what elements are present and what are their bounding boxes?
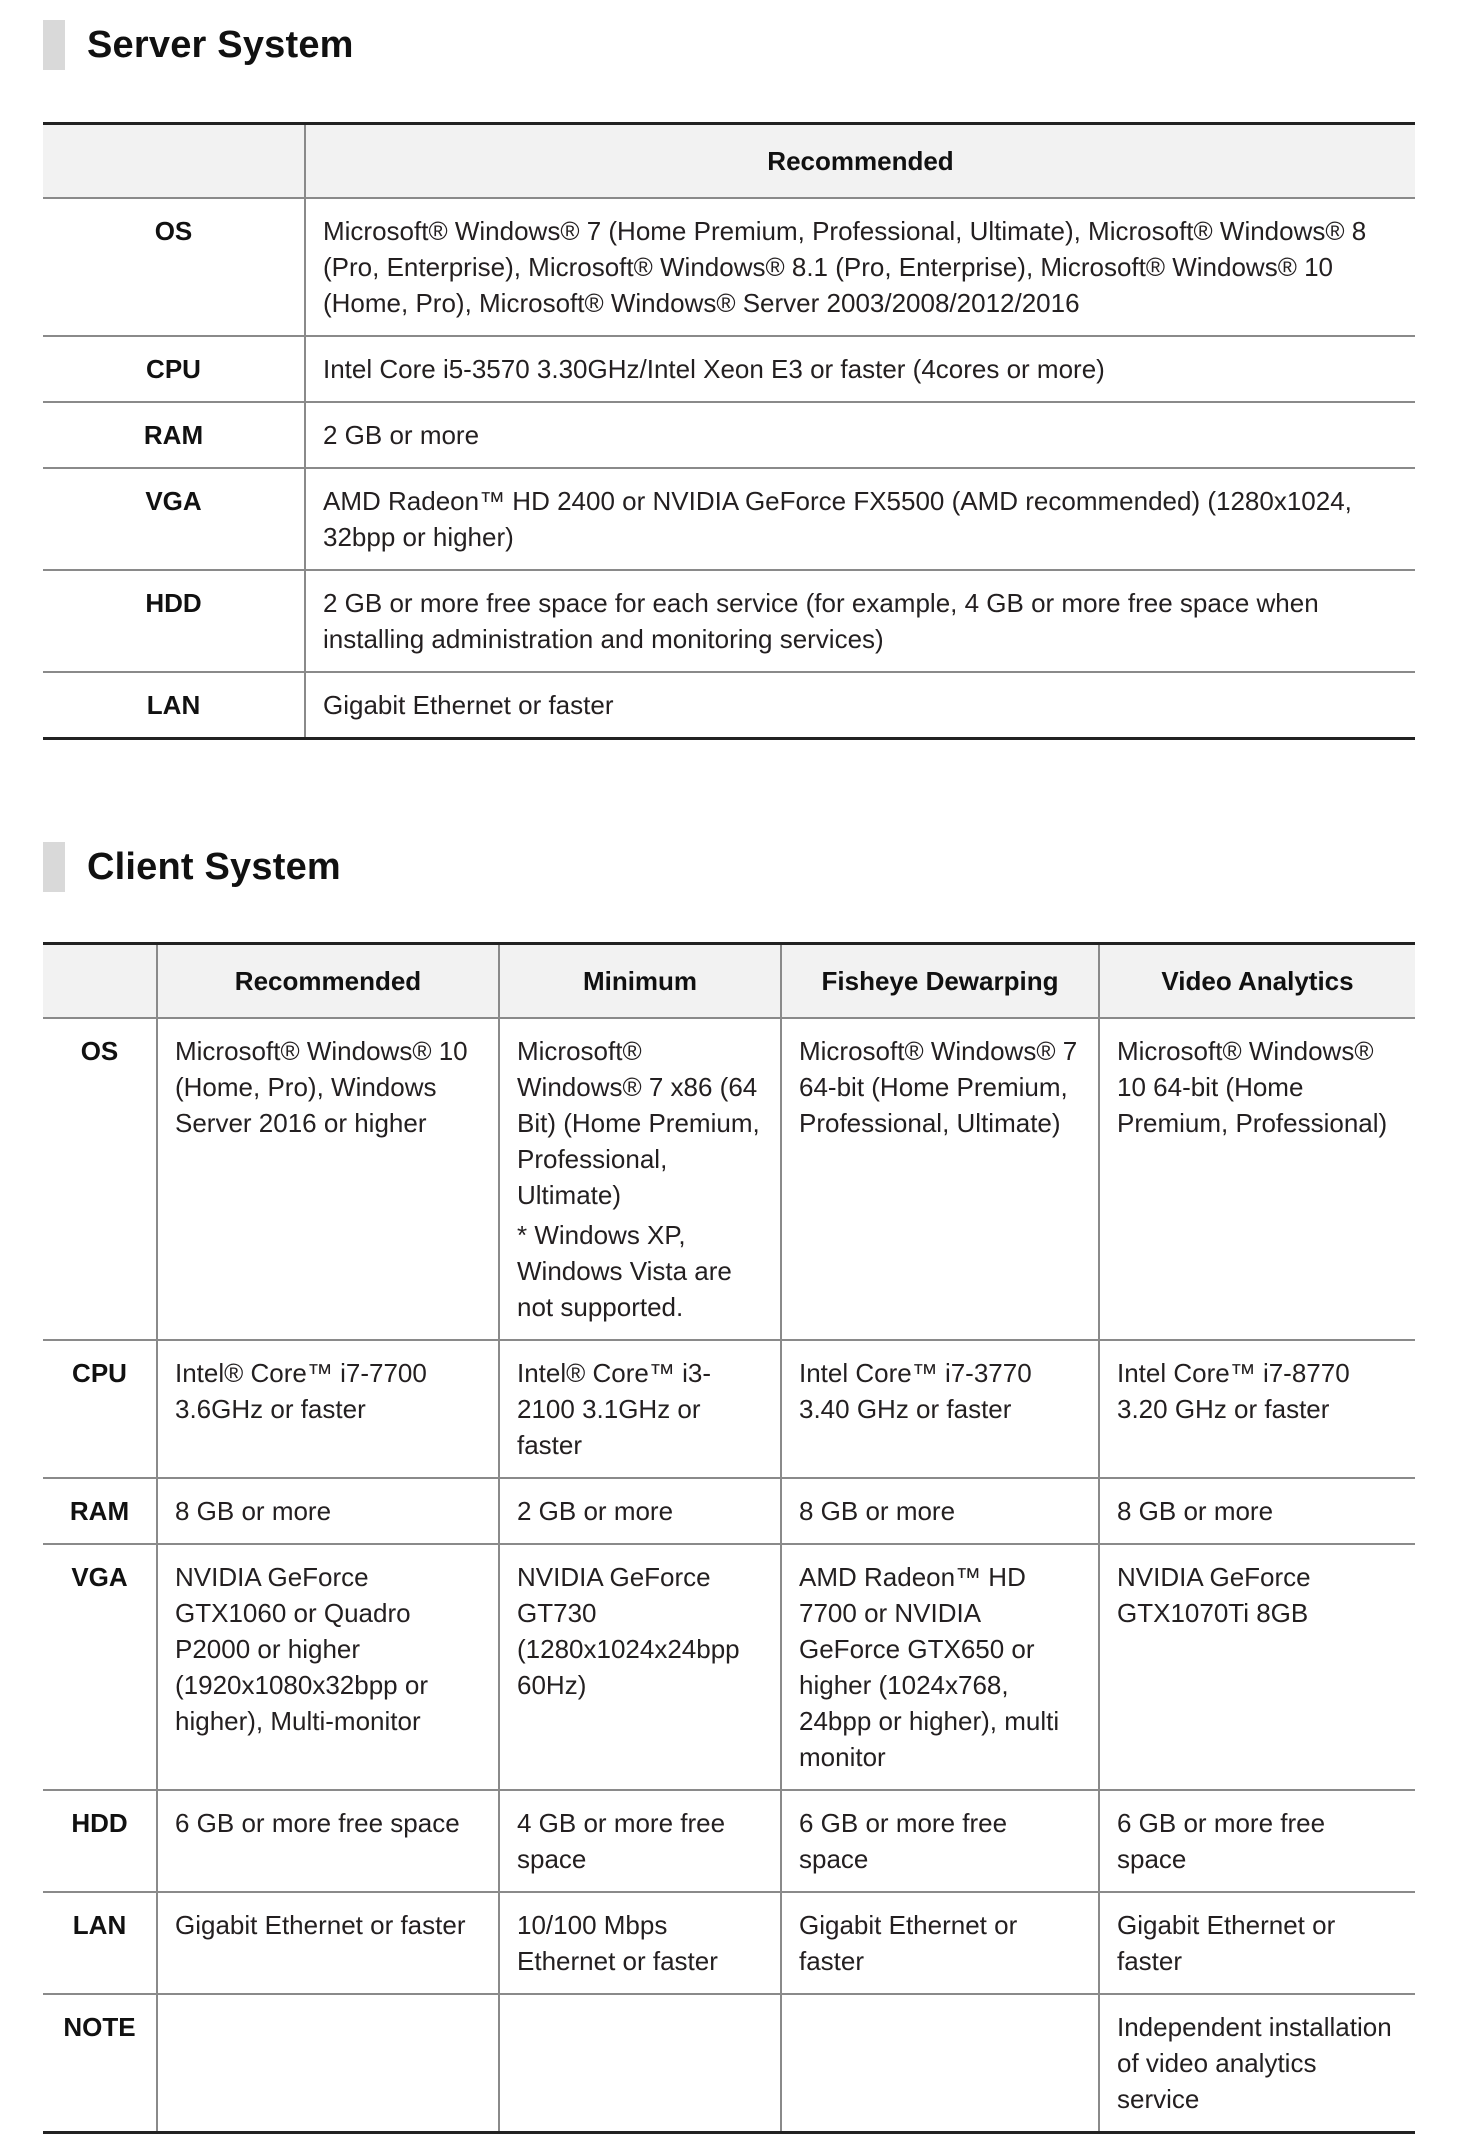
minimum-os-footnote: * Windows XP, Windows Vista are not supported. bbox=[517, 1220, 732, 1322]
client-section-title: Client System bbox=[87, 845, 341, 888]
header-video-analytics: Video Analytics bbox=[1099, 944, 1415, 1019]
server-requirements-table bbox=[43, 122, 1415, 740]
header-fisheye-dewarping: Fisheye Dewarping bbox=[781, 944, 1099, 1019]
table-row bbox=[43, 336, 1415, 402]
header-minimum: Minimum bbox=[499, 944, 781, 1019]
cell-recommended-ram: 8 GB or more bbox=[157, 1478, 499, 1544]
row-label-hdd: HDD bbox=[71, 1808, 128, 1838]
cell-fisheye-cpu: Intel Core™ i7-3770 3.40 GHz or faster bbox=[781, 1340, 1099, 1478]
table-header-row bbox=[43, 124, 1415, 199]
cell-minimum-cpu: Intel® Core™ i3-2100 3.1GHz or faster bbox=[499, 1340, 781, 1478]
cell-minimum-ram: 2 GB or more bbox=[499, 1478, 781, 1544]
row-label-ram: RAM bbox=[143, 420, 204, 450]
server-cpu-value: Intel Core i5-3570 3.30GHz/Intel Xeon E3 or faster (4cores or more) bbox=[305, 336, 1415, 402]
server-vga-value: AMD Radeon™ HD 2400 or NVIDIA GeForce FX5500 (AMD recommended) (1280x1024, 32bpp or higher) bbox=[305, 468, 1415, 570]
header-recommended: Recommended bbox=[157, 944, 499, 1019]
table-row bbox=[43, 1892, 1415, 1994]
table-row bbox=[43, 1478, 1415, 1544]
header-blank-cell bbox=[43, 124, 305, 199]
row-label-cpu: CPU bbox=[72, 1358, 127, 1388]
cell-fisheye-ram: 8 GB or more bbox=[781, 1478, 1099, 1544]
section-marker-bar bbox=[43, 842, 65, 892]
row-label-os: OS bbox=[80, 1036, 119, 1066]
server-os-value: Microsoft® Windows® 7 (Home Premium, Professional, Ultimate), Microsoft® Windows® 8 (Pro, Enterprise), Microsoft® Windows® 8.1 (Pro, Enterprise), Microsoft® Windows® 10 (Home, Pro), Microsoft® Windows® Server 2003/2008/2012/2016 bbox=[305, 198, 1415, 336]
row-label-os: OS bbox=[154, 216, 193, 246]
server-section-title: Server System bbox=[87, 23, 354, 66]
header-recommended: Recommended bbox=[305, 124, 1415, 199]
table-row bbox=[43, 1544, 1415, 1790]
row-label-hdd: HDD bbox=[145, 588, 202, 618]
table-header-row bbox=[43, 944, 1415, 1019]
table-row bbox=[43, 1994, 1415, 2133]
cell-minimum-hdd: 4 GB or more free space bbox=[499, 1790, 781, 1892]
cell-fisheye-vga: AMD Radeon™ HD 7700 or NVIDIA GeForce GTX650 or higher (1024x768, 24bpp or higher), multi monitor bbox=[781, 1544, 1099, 1790]
cell-minimum-note bbox=[499, 1994, 781, 2133]
cell-analytics-note: Independent installation of video analytics service bbox=[1099, 1994, 1415, 2133]
table-row bbox=[43, 672, 1415, 739]
table-row bbox=[43, 198, 1415, 336]
cell-analytics-ram: 8 GB or more bbox=[1099, 1478, 1415, 1544]
header-blank-cell bbox=[43, 944, 157, 1019]
row-label-vga: VGA bbox=[145, 486, 202, 516]
cell-analytics-hdd: 6 GB or more free space bbox=[1099, 1790, 1415, 1892]
row-label-ram: RAM bbox=[69, 1496, 130, 1526]
cell-recommended-lan: Gigabit Ethernet or faster bbox=[157, 1892, 499, 1994]
minimum-os-text: Microsoft® Windows® 7 x86 (64 Bit) (Home Premium, Professional, Ultimate) bbox=[517, 1036, 760, 1210]
client-section-heading bbox=[43, 842, 341, 892]
cell-fisheye-hdd: 6 GB or more free space bbox=[781, 1790, 1099, 1892]
cell-recommended-cpu: Intel® Core™ i7-7700 3.6GHz or faster bbox=[157, 1340, 499, 1478]
cell-fisheye-note bbox=[781, 1994, 1099, 2133]
row-label-cpu: CPU bbox=[146, 354, 201, 384]
cell-minimum-os bbox=[499, 1018, 781, 1340]
cell-recommended-hdd: 6 GB or more free space bbox=[157, 1790, 499, 1892]
cell-fisheye-os: Microsoft® Windows® 7 64-bit (Home Premium, Professional, Ultimate) bbox=[781, 1018, 1099, 1340]
cell-analytics-os: Microsoft® Windows® 10 64-bit (Home Premium, Professional) bbox=[1099, 1018, 1415, 1340]
cell-minimum-lan: 10/100 Mbps Ethernet or faster bbox=[499, 1892, 781, 1994]
cell-recommended-os: Microsoft® Windows® 10 (Home, Pro), Windows Server 2016 or higher bbox=[157, 1018, 499, 1340]
cell-fisheye-lan: Gigabit Ethernet or faster bbox=[781, 1892, 1099, 1994]
cell-recommended-vga: NVIDIA GeForce GTX1060 or Quadro P2000 or higher (1920x1080x32bpp or higher), Multi-monitor bbox=[157, 1544, 499, 1790]
table-row bbox=[43, 570, 1415, 672]
server-ram-value: 2 GB or more bbox=[305, 402, 1415, 468]
row-label-vga: VGA bbox=[71, 1562, 128, 1592]
section-marker-bar bbox=[43, 20, 65, 70]
cell-analytics-vga: NVIDIA GeForce GTX1070Ti 8GB bbox=[1099, 1544, 1415, 1790]
cell-analytics-cpu: Intel Core™ i7-8770 3.20 GHz or faster bbox=[1099, 1340, 1415, 1478]
row-label-lan: LAN bbox=[72, 1910, 127, 1940]
table-row bbox=[43, 468, 1415, 570]
table-row bbox=[43, 1340, 1415, 1478]
cell-minimum-vga: NVIDIA GeForce GT730 (1280x1024x24bpp 60Hz) bbox=[499, 1544, 781, 1790]
server-hdd-value: 2 GB or more free space for each service (for example, 4 GB or more free space when installing administration and monitoring services) bbox=[305, 570, 1415, 672]
table-row bbox=[43, 1018, 1415, 1340]
row-label-lan: LAN bbox=[146, 690, 201, 720]
server-section-heading bbox=[43, 20, 354, 70]
cell-analytics-lan: Gigabit Ethernet or faster bbox=[1099, 1892, 1415, 1994]
row-label-note: NOTE bbox=[63, 2012, 136, 2042]
server-lan-value: Gigabit Ethernet or faster bbox=[305, 672, 1415, 739]
client-requirements-table bbox=[43, 942, 1415, 2134]
table-row bbox=[43, 1790, 1415, 1892]
table-row bbox=[43, 402, 1415, 468]
cell-recommended-note bbox=[157, 1994, 499, 2133]
